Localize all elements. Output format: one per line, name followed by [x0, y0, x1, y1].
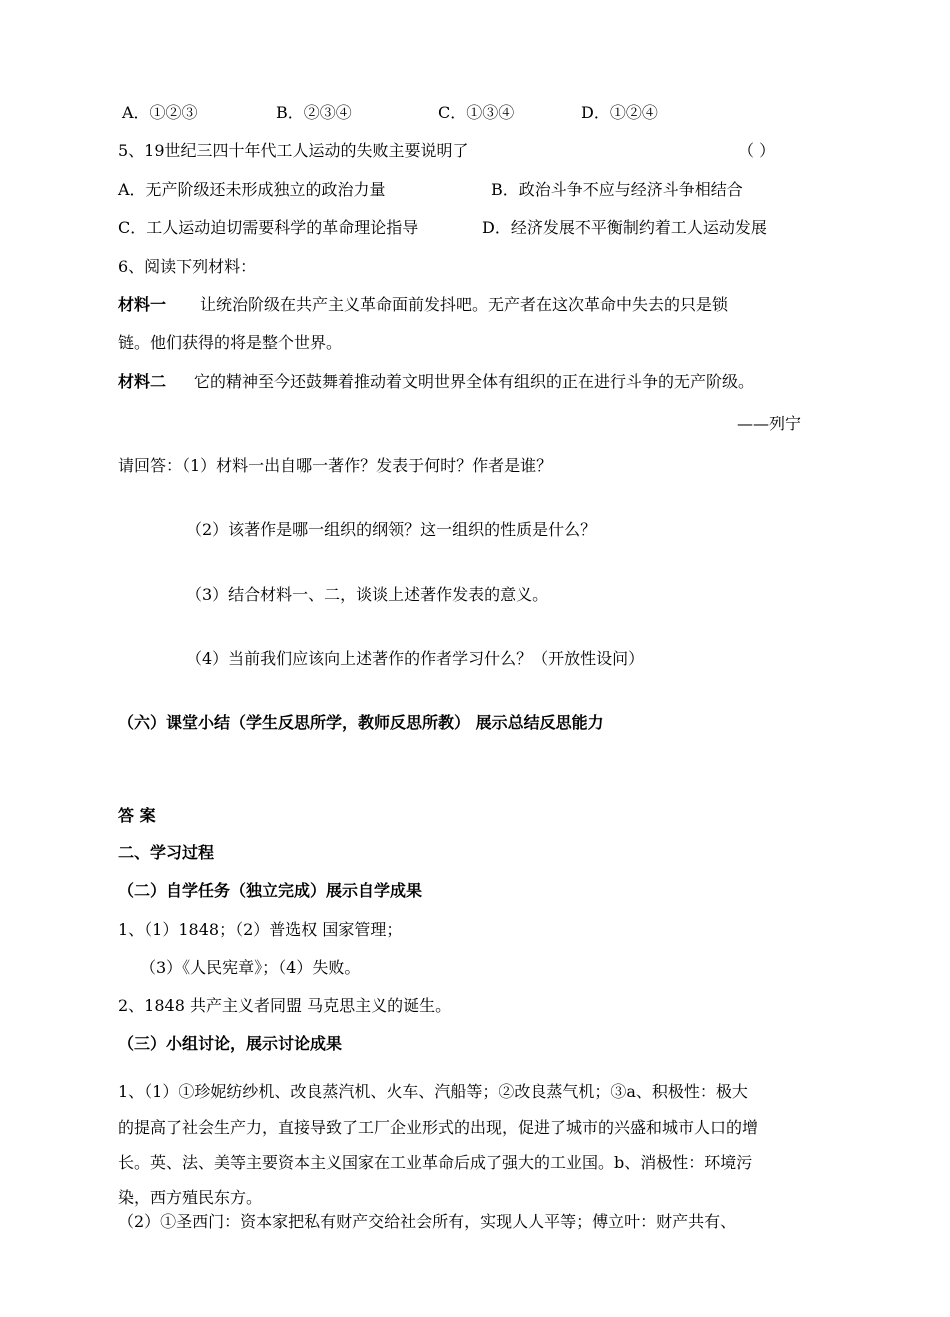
material1-text-line1: 让统治阶级在共产主义革命面前发抖吧。无产者在这次革命中失去的只是锁	[200, 295, 729, 314]
question-3: （3）结合材料一、二，谈谈上述著作发表的意义。	[186, 585, 549, 604]
sub-2-line-1: 1、（1）1848；（2）普选权 国家管理；	[118, 920, 403, 939]
q5-option-a: A．无产阶级还未形成独立的政治力量	[118, 180, 386, 199]
q5-answer-bracket: （ ）	[738, 141, 776, 160]
sub-3-line-4: 染，西方殖民东方。	[118, 1188, 263, 1207]
material2-text: 它的精神至今还鼓舞着推动着文明世界全体有组织的正在进行斗争的无产阶级。	[194, 372, 755, 391]
q4-option-c: C．①③④	[438, 103, 515, 122]
q6-stem: 6、阅读下列材料：	[118, 257, 257, 276]
material1-label: 材料一	[118, 295, 167, 314]
sub-3-line-2: 的提高了社会生产力，直接导致了工厂企业形式的出现，促进了城市的兴盛和城市人口的增	[118, 1118, 759, 1137]
q5-option-b: B．政治斗争不应与经济斗争相结合	[491, 180, 743, 199]
material2-label: 材料二	[118, 372, 167, 391]
summary-heading: （六）课堂小结（学生反思所学，教师反思所教） 展示总结反思能力	[118, 713, 604, 732]
sub-3-line-3: 长。英、法、美等主要资本主义国家在工业革命后成了强大的工业国。b、消极性：环境污	[118, 1153, 753, 1172]
material1-text-line2: 链。他们获得的将是整个世界。	[118, 333, 343, 352]
q5-option-d: D．经济发展不平衡制约着工人运动发展	[482, 218, 767, 237]
question-4: （4）当前我们应该向上述著作的作者学习什么？（开放性设问）	[186, 649, 645, 668]
sub-3-heading: （三）小组讨论，展示讨论成果	[118, 1034, 343, 1053]
sub-2-line-2: （3）《人民宪章》；（4）失败。	[140, 958, 361, 977]
sub-3-line-5: （2）①圣西门：资本家把私有财产交给社会所有，实现人人平等；傅立叶：财产共有、	[118, 1212, 737, 1231]
q4-options-row	[0, 103, 950, 123]
q4-option-d: D．①②④	[581, 103, 658, 122]
sub-3-line-1: 1、（1）①珍妮纺纱机、改良蒸汽机、火车、汽船等；②改良蒸气机；③a、积极性：极大	[118, 1082, 748, 1101]
attribution: ——列宁	[737, 414, 802, 433]
section-2-heading: 二、学习过程	[118, 843, 215, 862]
question-1: 请回答：（1）材料一出自哪一著作？发表于何时？作者是谁？	[118, 456, 553, 475]
answers-title: 答 案	[118, 806, 156, 825]
q5-option-c: C．工人运动迫切需要科学的革命理论指导	[118, 218, 419, 237]
sub-2-heading: （二）自学任务（独立完成）展示自学成果	[118, 881, 423, 900]
q5-stem: 5、19世纪三四十年代工人运动的失败主要说明了	[118, 141, 469, 160]
q4-option-a: A．①②③	[122, 103, 198, 122]
q4-option-b: B．②③④	[276, 103, 352, 122]
sub-2-line-3: 2、1848 共产主义者同盟 马克思主义的诞生。	[118, 996, 452, 1015]
question-2: （2）该著作是哪一组织的纲领？这一组织的性质是什么？	[186, 520, 597, 539]
